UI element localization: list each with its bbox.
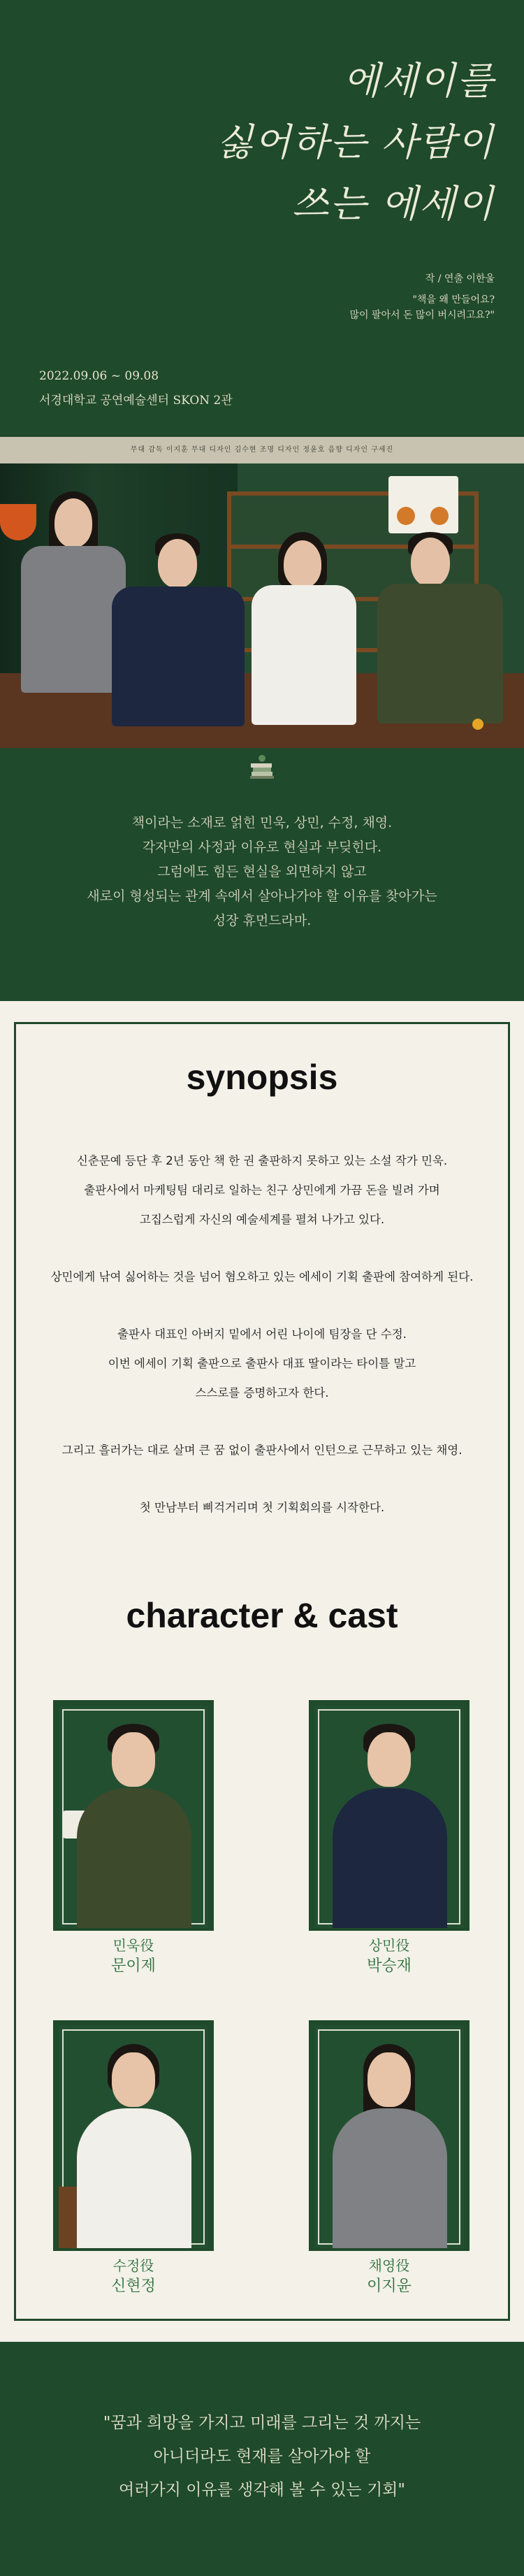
- book-stack-icon: [246, 752, 278, 784]
- title-line-3: 쓰는 에세이: [292, 182, 495, 226]
- intro-line: 새로이 형성되는 관계 속에서 살아나가야 할 이유를 찾아가는: [87, 888, 437, 904]
- cast-photo: [59, 2026, 208, 2248]
- cast-card-minwook: [53, 1700, 214, 1931]
- hero-section: [0, 0, 524, 437]
- intro-line: 각자만의 사정과 이유로 현실과 부딪힌다.: [142, 840, 382, 855]
- synopsis-line: 출판사 대표인 아버지 밑에서 어린 나이에 팀장을 단 수정.: [117, 1327, 407, 1341]
- cast-role: 민욱役: [112, 1937, 154, 1954]
- cast-photo: [314, 1706, 464, 1928]
- cast-card-sangmin: [309, 1700, 470, 1931]
- title-line-2: 싫어하는 사람이: [216, 120, 495, 164]
- cast-name: 문이제: [111, 1957, 156, 1975]
- cast-role: 수정役: [112, 2257, 154, 2274]
- footer-quote-line: 아니더라도 현재를 살아가야 할: [153, 2447, 371, 2466]
- cast-name: 신현정: [111, 2278, 156, 2295]
- hero-quote-line-1: "책을 왜 만들어요?: [412, 294, 495, 305]
- synopsis-line: 그리고 흘러가는 대로 살며 큰 꿈 없이 출판사에서 인턴으로 근무하고 있는 채영.: [61, 1444, 463, 1457]
- footer-quote-line: 여러가지 이유를 생각해 볼 수 있는 기회": [119, 2481, 405, 2499]
- lamp-icon: [0, 504, 36, 540]
- cast-name: 이지윤: [367, 2278, 412, 2295]
- poster-title: [166, 50, 495, 235]
- footer-quote-line: "꿈과 희망을 가지고 미래를 그리는 것 까지는: [103, 2414, 421, 2432]
- footer-quote: [0, 2406, 524, 2507]
- synopsis-line: 이번 에세이 기획 출판으로 출판사 대표 딸이라는 타이틀 말고: [108, 1357, 416, 1370]
- hero-quote-line-2: 많이 팔아서 돈 많이 버시려고요?": [349, 310, 495, 321]
- synopsis-body: [28, 1146, 496, 1523]
- cast-title: character & cast: [126, 1596, 398, 1635]
- cast-photo: [314, 2026, 464, 2248]
- synopsis-line: 상민에게 낚여 싫어하는 것을 넘어 혐오하고 있는 에세이 기획 출판에 참여하게 된다.: [50, 1270, 474, 1283]
- credit-text: 작 / 연출 이한울: [425, 273, 495, 285]
- synopsis-line: 스스로를 증명하고자 한다.: [195, 1386, 329, 1399]
- synopsis-line: 신춘문예 등단 후 2년 동안 책 한 권 출판하지 못하고 있는 소설 작가 민욱.: [76, 1154, 448, 1167]
- cast-group-photo: [0, 463, 524, 748]
- cast-card-sujeong: [53, 2020, 214, 2251]
- intro-line: 그럼에도 힘든 현실을 외면하지 않고: [157, 864, 367, 879]
- intro-line: 성장 휴먼드라마.: [212, 913, 312, 928]
- cast-role: 상민役: [368, 1937, 410, 1954]
- staff-credits-bar: 무대 감독 이지훈 무대 디자인 김수현 조명 디자인 정윤호 음향 디자인 구세진: [0, 437, 524, 463]
- intro-text: [0, 811, 524, 933]
- performance-date: 2022.09.06 ~ 09.08: [39, 369, 159, 383]
- intro-line: 책이라는 소재로 얽힌 민욱, 상민, 수정, 채영.: [131, 815, 393, 830]
- performance-venue: 서경대학교 공연예술센터 SKON 2관: [39, 394, 233, 408]
- speaker-icon: [388, 476, 458, 533]
- logo-icon: [472, 719, 493, 733]
- cast-name: 박승재: [367, 1957, 412, 1975]
- title-line-1: 에세이를: [343, 59, 495, 103]
- synopsis-line: 출판사에서 마케팅팀 대리로 일하는 친구 상민에게 가끔 돈을 빌려 가며: [84, 1183, 440, 1197]
- synopsis-title: synopsis: [186, 1058, 338, 1097]
- cast-photo: [59, 1706, 208, 1928]
- synopsis-line: 고집스럽게 자신의 예술세계를 펼쳐 나가고 있다.: [139, 1213, 385, 1226]
- hero-quote: [243, 292, 495, 323]
- cast-role: 채영役: [368, 2257, 410, 2274]
- synopsis-line: 첫 만남부터 삐걱거리며 첫 기획회의를 시작한다.: [139, 1501, 385, 1514]
- cast-card-chaeyoung: [309, 2020, 470, 2251]
